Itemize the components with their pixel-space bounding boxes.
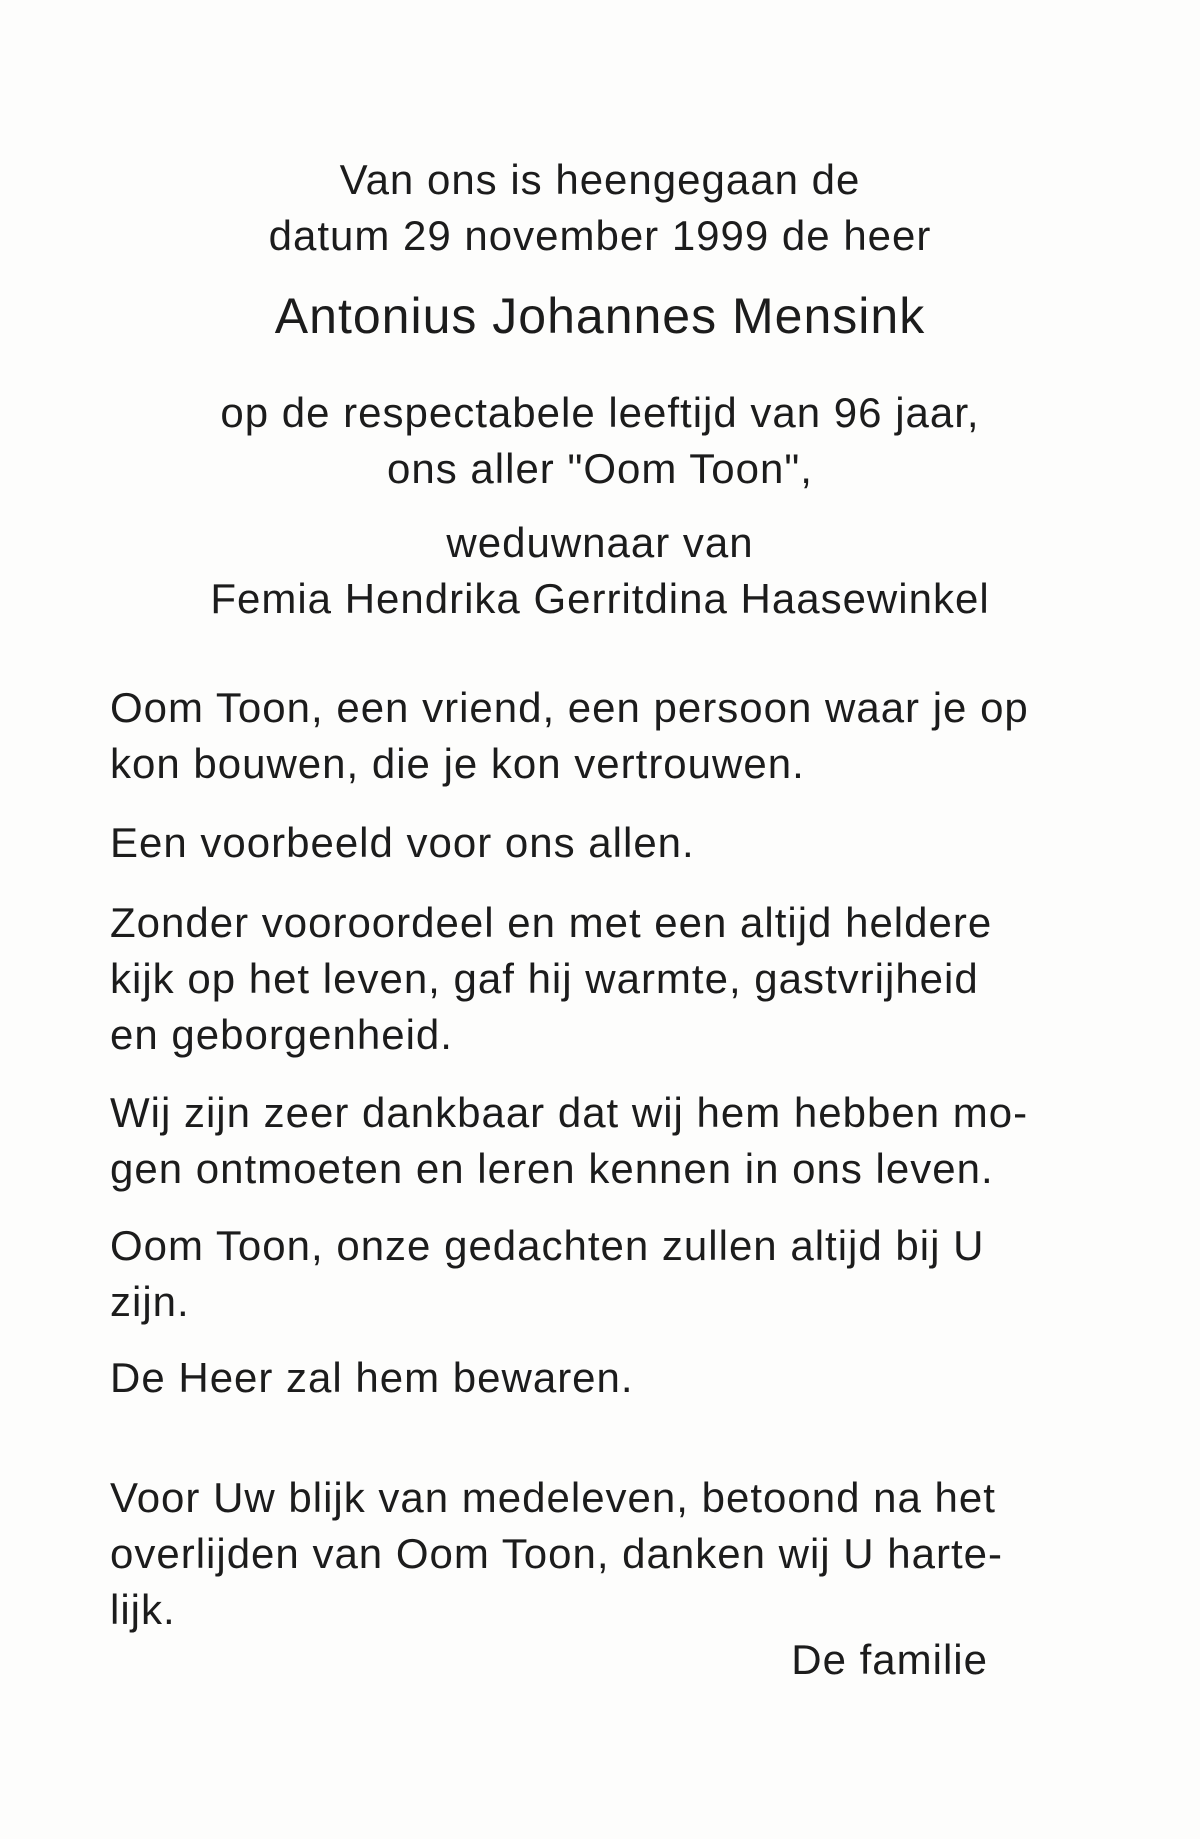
paragraph-line: Zonder vooroordeel en met een altijd heldere [110,899,993,946]
paragraph-line: Oom Toon, een vriend, een persoon waar je op [110,684,1029,731]
paragraph-thanks [110,1470,1120,1638]
widower-line-1: weduwnaar van [446,519,754,566]
paragraph-line: zijn. [110,1278,190,1325]
paragraph-line: lijk. [110,1586,176,1633]
age-line-1: op de respectabele leeftijd van 96 jaar, [220,389,980,436]
widower-line-2: Femia Hendrika Gerritdina Haasewinkel [210,575,990,622]
paragraph-friend [110,680,1120,792]
intro-text [0,152,1200,264]
paragraph-line: gen ontmoeten en leren kennen in ons leven. [110,1145,994,1192]
paragraph-grateful [110,1085,1120,1197]
intro-line-2: datum 29 november 1999 de heer [268,212,932,259]
paragraph-line: Wij zijn zeer dankbaar dat wij hem hebben mo- [110,1089,1029,1136]
paragraph-line: Een voorbeeld voor ons allen. [110,819,695,866]
deceased-name: Antonius Johannes Mensink [274,288,926,344]
paragraph-example [110,815,1120,871]
paragraph-line: kijk op het leven, gaf hij warmte, gastvrijheid [110,955,979,1002]
signature: De familie [791,1636,988,1683]
age-text [0,385,1200,497]
paragraph-blessing [110,1350,1120,1406]
paragraph-line: en geborgenheid. [110,1011,453,1058]
paragraph-line: overlijden van Oom Toon, danken wij U harte- [110,1530,1004,1577]
intro-line-1: Van ons is heengegaan de [339,156,861,203]
paragraph-line: De Heer zal hem bewaren. [110,1354,634,1401]
paragraph-warmth [110,895,1120,1063]
paragraph-line: Oom Toon, onze gedachten zullen altijd bij U [110,1222,985,1269]
age-line-2: ons aller "Oom Toon", [387,445,813,492]
widower-text [0,515,1200,627]
paragraph-thoughts [110,1218,1120,1330]
paragraph-line: Voor Uw blijk van medeleven, betoond na het [110,1474,996,1521]
paragraph-line: kon bouwen, die je kon vertrouwen. [110,740,805,787]
